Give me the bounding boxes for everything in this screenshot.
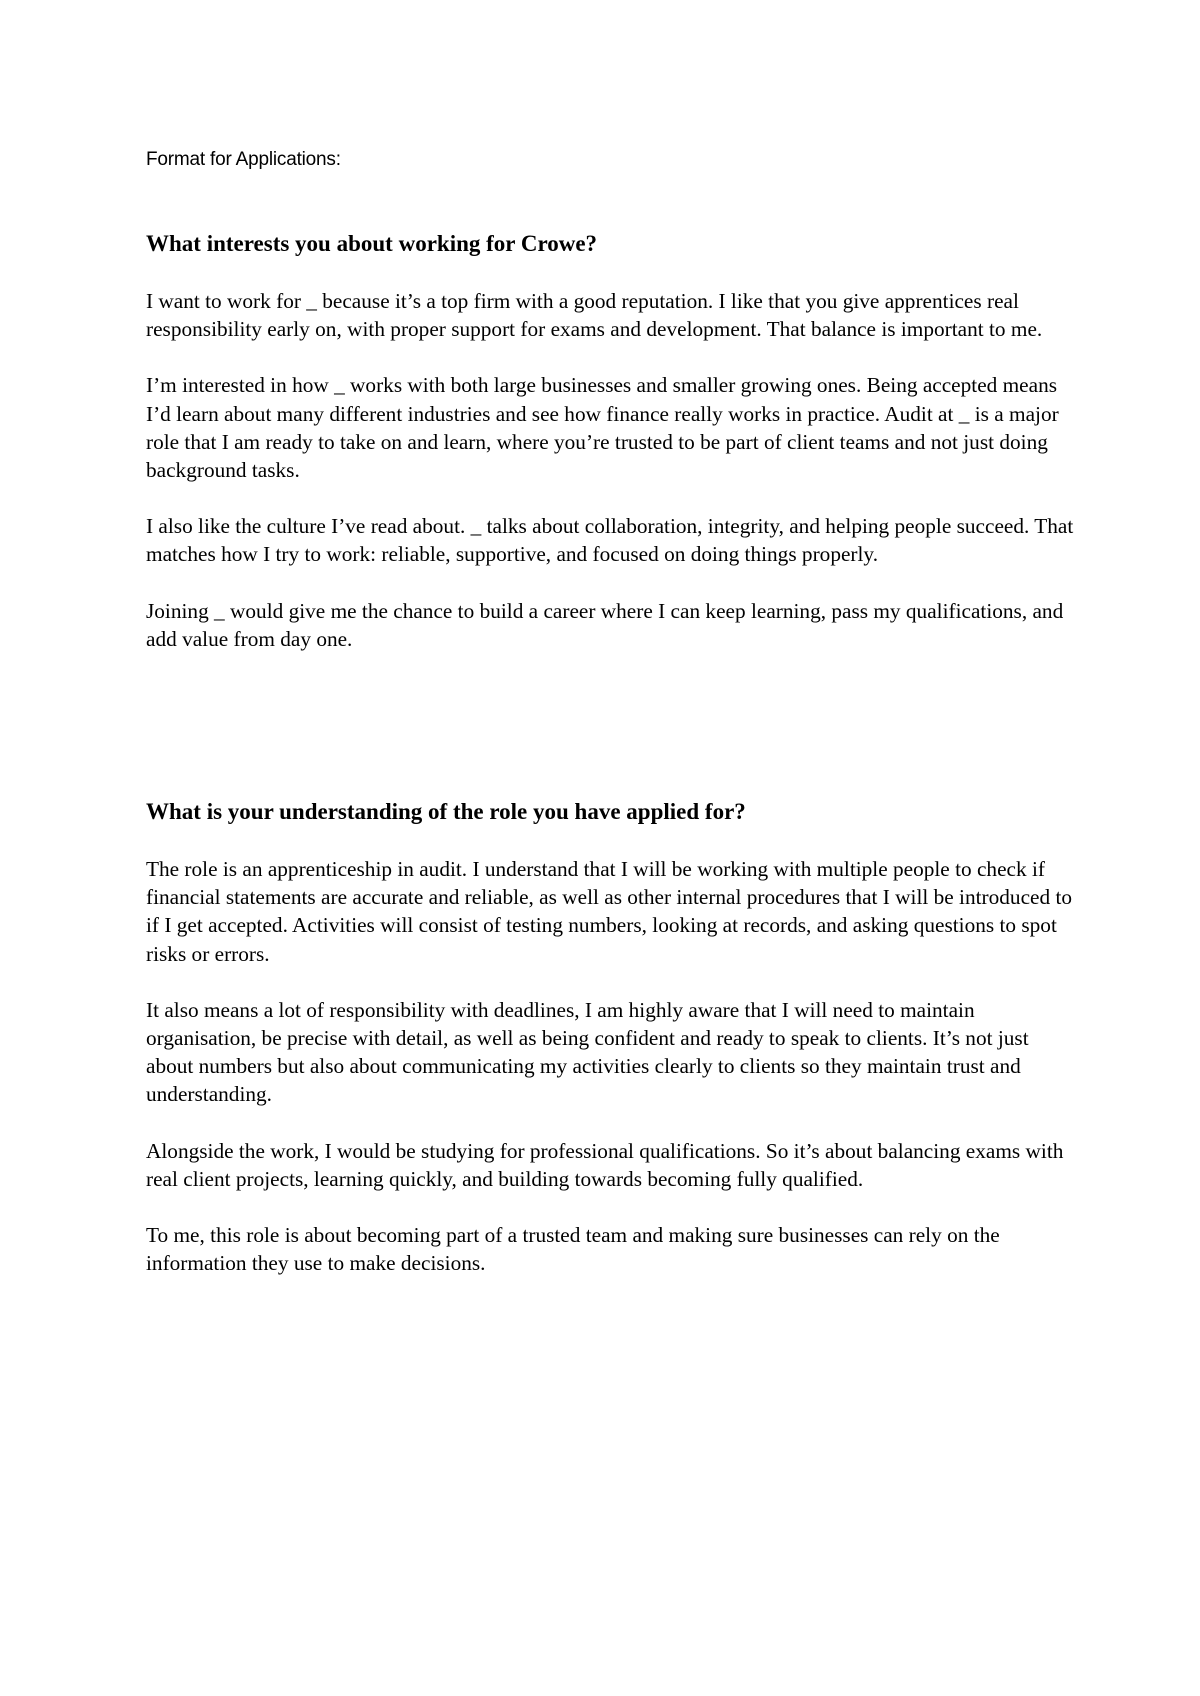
paragraph: I want to work for _ because it’s a top firm with a good reputation. I like that you give apprentices real responsibility early on, with proper support for exams and development. That balance is important to me. (146, 289, 1043, 342)
paragraph: Joining _ would give me the chance to build a career where I can keep learning, pass my qualifications, and add value from day one. (146, 598, 1064, 651)
paragraph: It also means a lot of responsibility with deadlines, I am highly aware that I will need to maintain organisation, be precise with detail, as well as being confident and ready to speak to clients. It’s not just about numbers but also about communicating my activities clearly to clients so they maintain trust and understanding. (146, 997, 1029, 1107)
paragraph: To me, this role is about becoming part of a trusted team and making sure businesses can rely on the information they use to make decisions. (146, 1223, 1000, 1276)
paragraph: Alongside the work, I would be studying for professional qualifications. So it’s about balancing exams with real client projects, learning quickly, and building towards becoming fully qualified. (146, 1138, 1064, 1191)
section-heading-role: What is your understanding of the role you have applied for? (146, 799, 746, 824)
section-heading-interests: What interests you about working for Crowe? (146, 231, 598, 256)
section-role-body (146, 855, 1076, 1277)
paragraph: I’m interested in how _ works with both large businesses and smaller growing ones. Being accepted means I’d learn about many different industries and see how finance really works in practice. Audit at _ is a major role that I am ready to take on and learn, where you’re trusted to be part of client teams and not just doing background tasks. (146, 373, 1059, 483)
paragraph: The role is an apprenticeship in audit. I understand that I will be working with multiple people to check if financial statements are accurate and reliable, as well as other internal procedures that I will be introduced to if I get accepted. Activities will consist of testing numbers, looking at records, and asking questions to spot risks or errors. (146, 857, 1073, 966)
paragraph: I also like the culture I’ve read about. _ talks about collaboration, integrity, and helping people succeed. That matches how I try to work: reliable, supportive, and focused on doing things properly. (146, 514, 1074, 567)
section-interests-body (146, 287, 1076, 653)
document-label: Format for Applications: (146, 149, 341, 170)
